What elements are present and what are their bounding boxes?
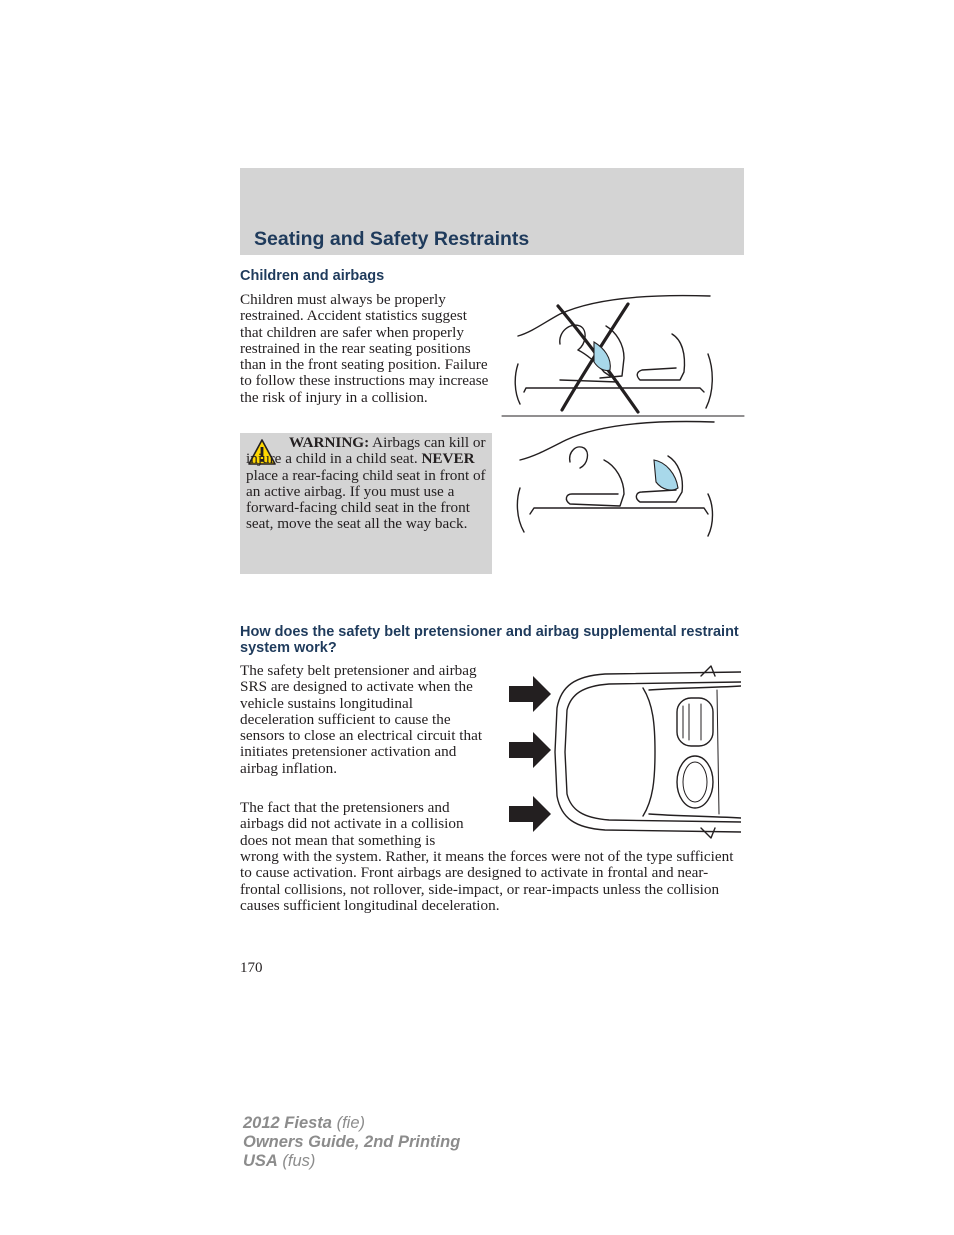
footer-region: USA [243, 1152, 278, 1170]
section-header-band [240, 168, 744, 255]
footer-region-line [243, 1152, 460, 1171]
bottom-car-roofline [520, 422, 714, 460]
warning-emphasis: NEVER [421, 450, 475, 468]
impact-arrow-middle [509, 732, 551, 768]
bottom-car-floor [530, 508, 708, 514]
srs-question-heading: How does the safety belt pretensioner and airbag supplemental restraint system work? [240, 624, 739, 656]
bottom-car-driver-head [570, 447, 588, 468]
rear-child-seat-highlight [654, 460, 678, 490]
impact-arrow-bottom [509, 796, 551, 832]
impact-arrow-top [509, 676, 551, 712]
bottom-car-front-wheel-arch [517, 488, 524, 532]
srs-paragraph-2-full: wrong with the system. Rather, it means the forces were not of the type sufficient to cause activation. Front airbags are designed to activate in frontal and near-frontal collisions, not rollover, side-impact, or rear-impacts unless the collision causes sufficient longitudinal deceleration. [240, 848, 734, 914]
driver-seat [677, 698, 713, 746]
top-car-roofline [518, 296, 710, 336]
footer-guide: Owners Guide, 2nd Printing [243, 1133, 461, 1151]
footer-model-line [243, 1114, 460, 1133]
document-footer [243, 1114, 460, 1171]
bottom-car-front-seat [566, 460, 624, 506]
children-airbags-paragraph: Children must always be properly restrained. Accident statistics suggest that children are safer when properly restrained in the rear seating positions than in the front seating position. Failure to follow these instructions may increase the risk of injury in a collision. [240, 291, 489, 406]
footer-model-code: (fie) [331, 1114, 365, 1132]
windshield-line [643, 688, 655, 816]
footer-model: 2012 Fiesta [243, 1114, 332, 1132]
footer-region-code: (fus) [277, 1152, 316, 1170]
car-outline [555, 672, 741, 832]
bottom-car-rear-wheel-arch [708, 494, 713, 536]
warning-text [246, 435, 490, 533]
impact-arrows [509, 676, 551, 832]
top-car-occupant-head [560, 325, 585, 350]
warning-label: WARNING: [289, 434, 370, 451]
page-number: 170 [240, 960, 263, 976]
srs-paragraph-2-wrapped: The fact that the pretensioners and airbags did not activate in a collision does not mean that something is [240, 799, 464, 849]
section-title: Seating and Safety Restraints [254, 228, 530, 250]
warning-text-part-1: Airbags can kill or injure a child in a child seat. [246, 434, 486, 468]
top-car-rear-wheel-arch [706, 354, 712, 408]
child-seat-position-illustration [500, 292, 746, 542]
warning-text-part-2: place a rear-facing child seat in front of an active airbag. If you must use a forward-facing child seat in the front seat, move the seat all the way back. [246, 466, 486, 533]
top-car-floor [524, 388, 704, 392]
car-top-view [555, 666, 741, 838]
warning-box [240, 433, 492, 574]
frontal-impact-illustration [505, 664, 741, 840]
top-car-rear-seat [637, 334, 684, 380]
children-airbags-heading: Children and airbags [240, 268, 385, 284]
passenger-airbag [677, 756, 713, 808]
top-car-front-wheel-arch [515, 364, 520, 404]
srs-paragraph-1: The safety belt pretensioner and airbag SRS are designed to activate when the vehicle sustains longitudinal deceleration sufficient to cause the sensors to close an electrical circuit that initiates pretensioner activation and airbag inflation. [240, 662, 483, 777]
side-mirrors [701, 666, 715, 838]
